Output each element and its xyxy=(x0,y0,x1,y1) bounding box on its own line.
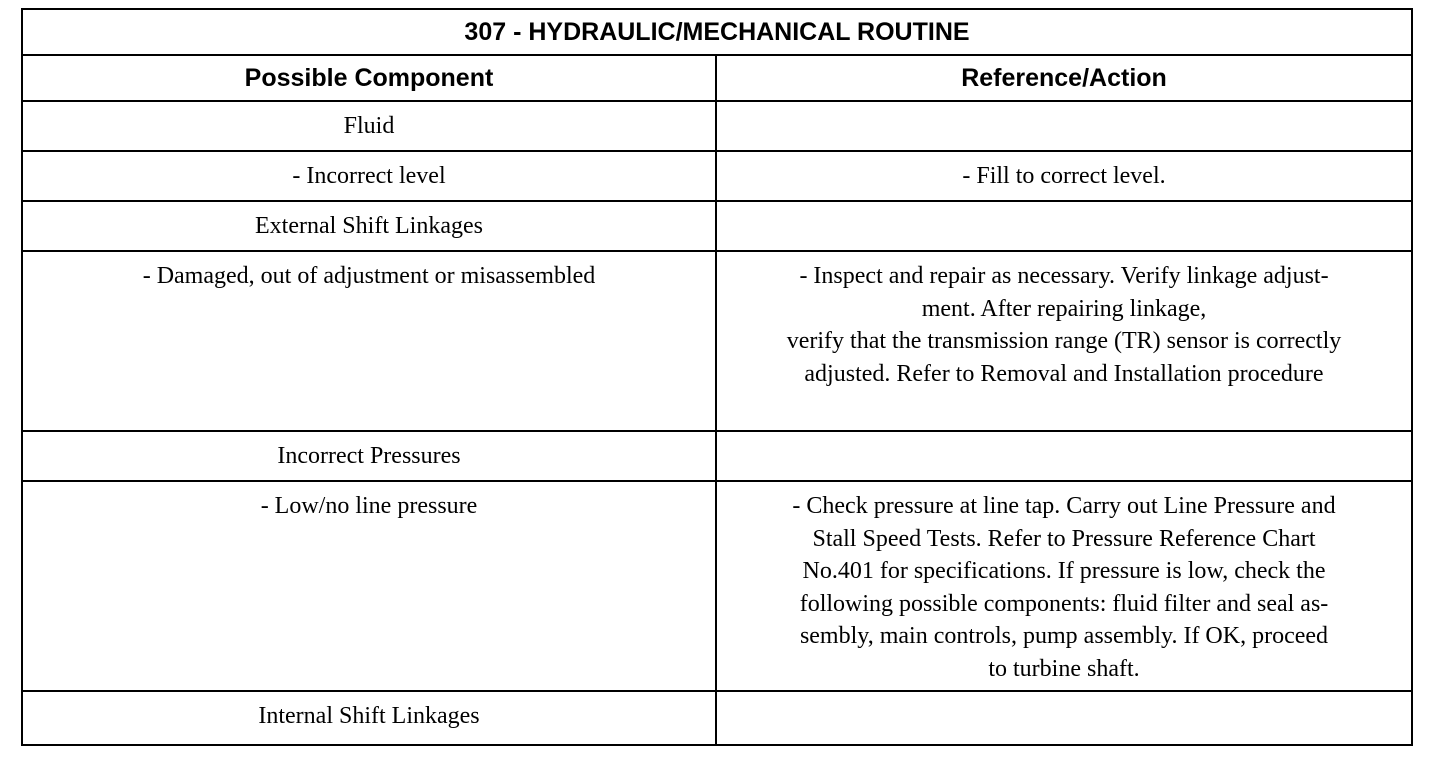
table-row xyxy=(23,432,1411,482)
column-header-action: Reference/Action xyxy=(961,63,1167,92)
routine-table xyxy=(21,8,1413,746)
action-line: to turbine shaft. xyxy=(988,655,1140,682)
table-row xyxy=(23,252,1411,432)
action-line: verify that the transmission range (TR) sensor is correctly xyxy=(786,328,1342,354)
action-cell xyxy=(717,102,1411,150)
action-cell xyxy=(717,432,1411,480)
action-cell: - Fill to correct level. xyxy=(962,163,1166,189)
table-row xyxy=(23,692,1411,744)
action-line: Stall Speed Tests. Refer to Pressure Reference Chart xyxy=(812,525,1316,552)
action-cell xyxy=(717,202,1411,250)
action-line: - Check pressure at line tap. Carry out Line Pressure and xyxy=(792,493,1336,519)
component-cell: Internal Shift Linkages xyxy=(23,692,717,744)
component-cell: - Incorrect level xyxy=(23,152,717,200)
component-cell: - Damaged, out of adjustment or misassembled xyxy=(23,252,717,430)
action-cell xyxy=(717,482,1411,690)
table-row xyxy=(23,152,1411,202)
component-cell: Fluid xyxy=(23,102,717,150)
action-line: following possible components: fluid filter and seal as- xyxy=(799,590,1329,617)
action-line: adjusted. Refer to Removal and Installation procedure xyxy=(804,360,1324,387)
component-cell: Incorrect Pressures xyxy=(23,432,717,480)
action-cell xyxy=(717,252,1411,430)
component-cell: External Shift Linkages xyxy=(23,202,717,250)
column-header-component: Possible Component xyxy=(23,56,717,100)
action-cell xyxy=(717,692,1411,744)
table-row xyxy=(23,202,1411,252)
action-line: sembly, main controls, pump assembly. If OK, proceed xyxy=(799,623,1329,649)
table-row xyxy=(23,102,1411,152)
table-title: 307 - HYDRAULIC/MECHANICAL ROUTINE xyxy=(23,10,1411,56)
action-line: No.401 for specifications. If pressure is low, check the xyxy=(802,558,1326,584)
action-line: ment. After repairing linkage, xyxy=(921,295,1207,322)
table-row xyxy=(23,482,1411,692)
component-cell: - Low/no line pressure xyxy=(23,482,717,690)
action-line: - Inspect and repair as necessary. Verify linkage adjust- xyxy=(799,263,1329,289)
header-row xyxy=(23,56,1411,102)
